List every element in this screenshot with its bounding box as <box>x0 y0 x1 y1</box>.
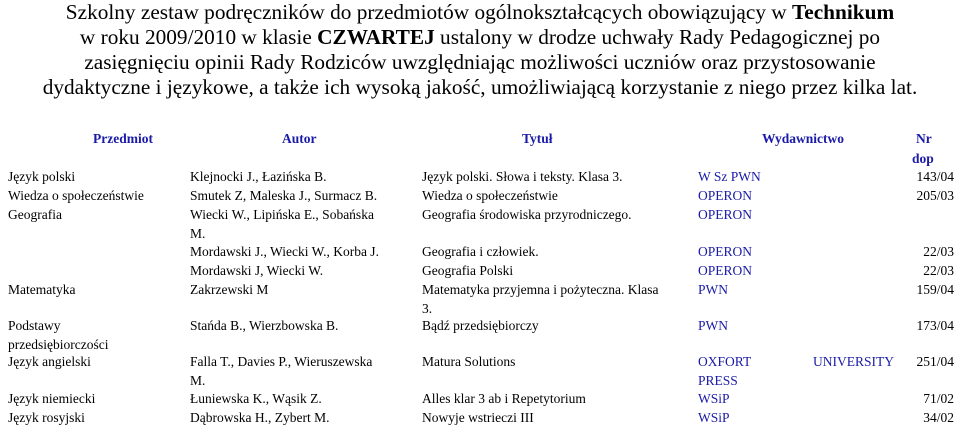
cell-publisher: PWN <box>698 318 728 333</box>
school-type: Technikum <box>792 0 895 24</box>
cell-subject: Geografia <box>8 207 62 222</box>
cell-subject: Język polski <box>8 169 76 184</box>
cell-nr: 143/04 <box>916 169 954 184</box>
cell-title-cont: 3. <box>422 301 433 316</box>
cell-nr: 173/04 <box>916 318 954 333</box>
cell-nr: 34/02 <box>923 410 954 425</box>
cell-author: Mordawski J, Wiecki W. <box>190 263 324 278</box>
cell-nr: 71/02 <box>923 391 954 406</box>
cell-nr: 205/03 <box>916 188 954 203</box>
table-header <box>8 130 954 168</box>
cell-author: Dąbrowska H., Zybert M. <box>190 410 330 425</box>
cell-title: Alles klar 3 ab i Repetytorium <box>422 391 586 406</box>
cell-publisher <box>698 353 894 371</box>
cell-publisher: PWN <box>698 282 728 297</box>
author-part: Wiecki W., Lipińska E., Sobańska <box>190 207 374 222</box>
header-nr-dop: dop <box>912 151 934 166</box>
cell-subject-cont: przedsiębiorczości <box>8 337 109 352</box>
cell-title: Bądź przedsiębiorczy <box>422 318 539 333</box>
cell-title: Geografia i człowiek. <box>422 244 539 259</box>
cell-publisher: OPERON <box>698 263 753 278</box>
cell-publisher: WSiP <box>698 391 730 406</box>
cell-publisher: OPERON <box>698 188 753 203</box>
cell-publisher: OPERON <box>698 207 753 222</box>
cell-publisher: W Sz PWN <box>698 169 761 184</box>
intro-line-3: zasięgnięciu opinii Rady Rodziców uwzględniając możliwości uczniów oraz przystosowanie <box>84 50 876 74</box>
cell-author: Mordawski J., Wiecki W., Korba J. <box>190 244 379 259</box>
intro-line-2-text: w roku 2009/2010 w klasie <box>79 25 318 49</box>
cell-author: Stańda B., Wierzbowska B. <box>190 318 339 333</box>
header-subject: Przedmiot <box>93 131 153 146</box>
intro-line-2 <box>0 25 960 50</box>
cell-title: Wiedza o społeczeństwie <box>422 188 558 203</box>
cell-title: Matura Solutions <box>422 354 516 369</box>
cell-publisher: WSiP <box>698 410 730 425</box>
cell-author: Klejnocki J., Łazińska B. <box>190 169 327 184</box>
cell-author: Smutek Z, Maleska J., Surmacz B. <box>190 188 378 203</box>
cell-title: Język polski. Słowa i teksty. Klasa 3. <box>422 169 623 184</box>
cell-subject: Matematyka <box>8 282 76 297</box>
cell-nr: 251/04 <box>916 354 954 369</box>
cell-title: Geografia Polski <box>422 263 514 278</box>
publisher-part-2: UNIVERSITY <box>813 354 894 369</box>
header-nr: Nr <box>916 131 932 146</box>
publisher-part-1: OXFORT <box>698 354 752 369</box>
cell-subject: Język rosyjski <box>8 410 85 425</box>
header-title: Tytuł <box>522 131 553 146</box>
cell-nr: 22/03 <box>923 263 954 278</box>
header-publisher: Wydawnictwo <box>762 131 845 146</box>
cell-nr: 159/04 <box>916 282 954 297</box>
cell-subject: Język niemiecki <box>8 391 96 406</box>
cell-subject: Podstawy <box>8 318 61 333</box>
cell-author: Falla T., Davies P., Wieruszewska <box>190 354 373 369</box>
cell-author-cont: M. <box>190 373 206 388</box>
class-level: CZWARTEJ <box>317 25 435 49</box>
cell-title: Geografia środowiska przyrodniczego. <box>422 207 632 222</box>
intro-line-1 <box>0 0 960 25</box>
cell-title: Matematyka przyjemna i pożyteczna. Klasa <box>422 282 659 297</box>
cell-author: Łuniewska K., Wąsik Z. <box>190 391 322 406</box>
cell-publisher: OPERON <box>698 244 753 259</box>
intro-paragraph <box>0 0 960 100</box>
cell-publisher-cont: PRESS <box>698 373 738 388</box>
intro-line-1-text: Szkolny zestaw podręczników do przedmiotów ogólnokształcących obowiązujący w <box>65 0 793 24</box>
cell-nr: 22/03 <box>923 244 954 259</box>
intro-line-4: dydaktyczne i językowe, a także ich wysoką jakość, umożliwiającą korzystanie z niego przez kilka lat. <box>42 75 918 99</box>
cell-author-cont: M. <box>190 226 206 241</box>
cell-subject: Wiedza o społeczeństwie <box>8 188 144 203</box>
cell-author <box>190 206 412 224</box>
header-author: Autor <box>282 131 317 146</box>
intro-line-2-rest: ustalony w drodze uchwały Rady Pedagogicznej po <box>434 25 881 49</box>
cell-title: Nowyje wstrieczi III <box>422 410 534 425</box>
cell-author: Zakrzewski M <box>190 282 269 297</box>
cell-subject: Język angielski <box>8 354 91 369</box>
